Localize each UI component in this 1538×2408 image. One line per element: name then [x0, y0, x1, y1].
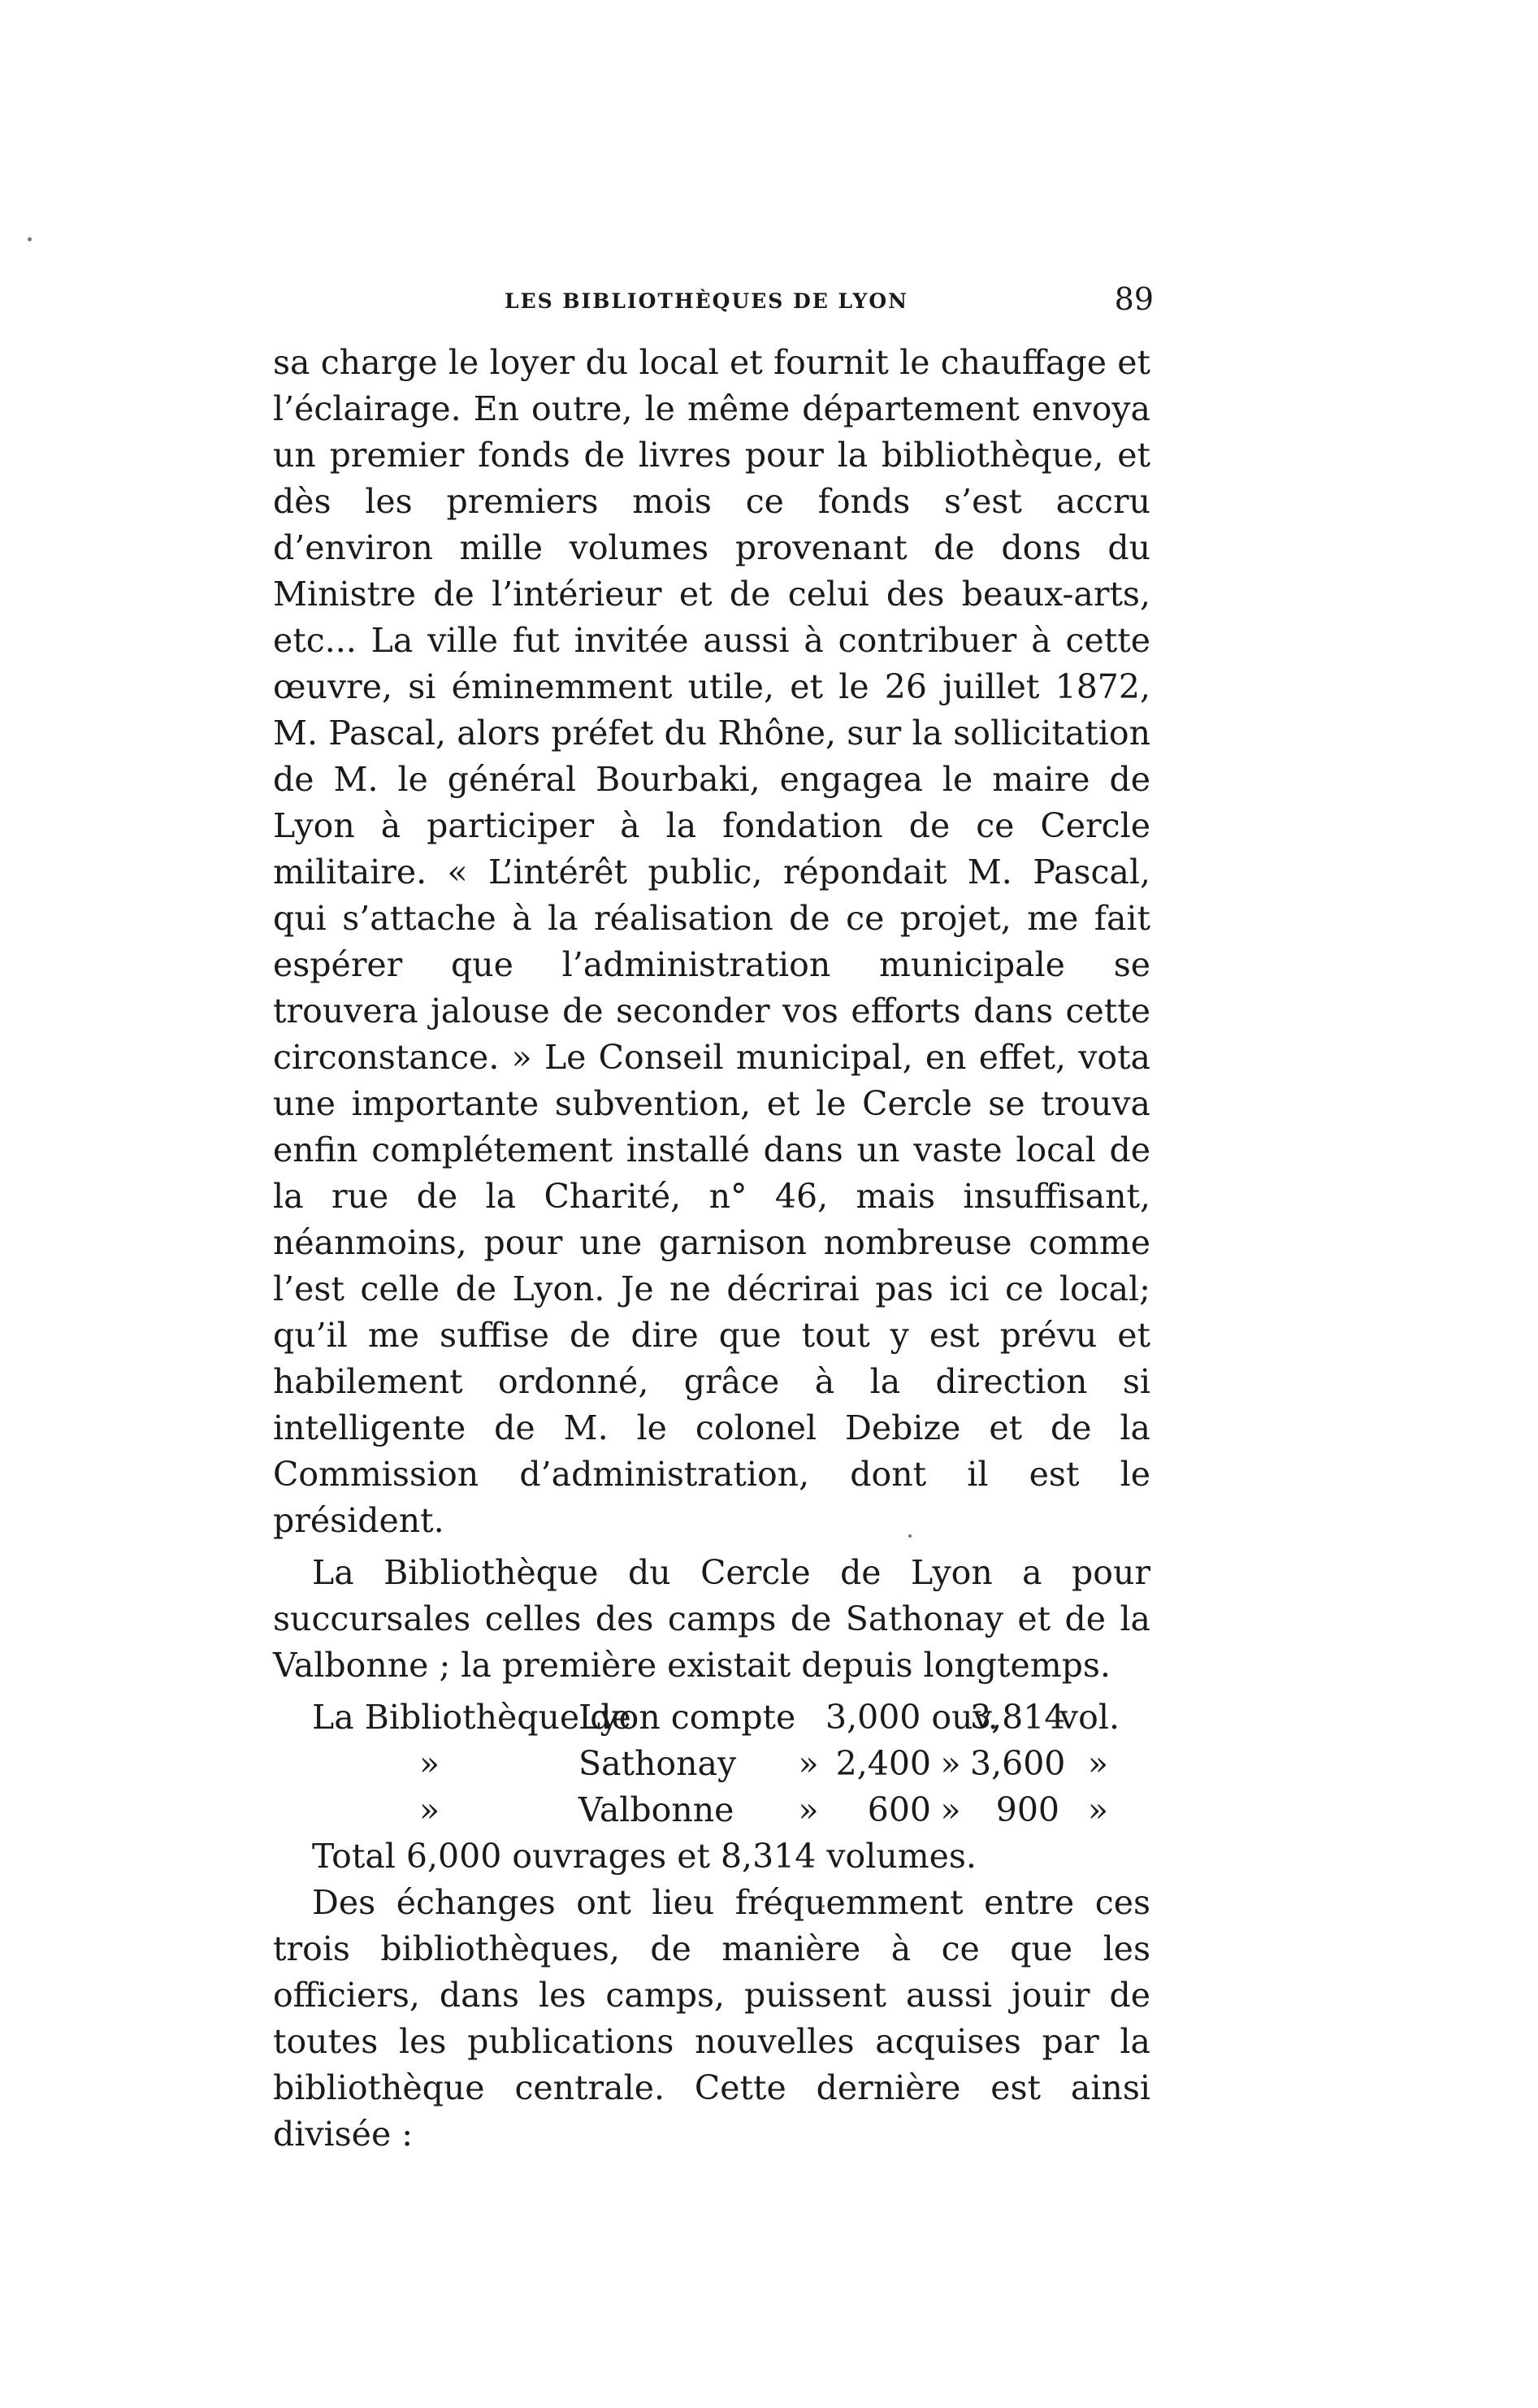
stats-ditto: »: [940, 1790, 961, 1829]
paragraph-exchanges: Des échanges ont lieu fréquemment entre ces trois bibliothèques, de manière à ce que les officiers, dans les camps, puissent aussi jouir de toutes les publications nouvelles acquises par la bibliothèque centrale. Cette dernière est ainsi divisée :: [273, 1883, 1150, 2154]
scan-speck: [28, 237, 32, 241]
stats-label: »: [419, 1790, 440, 1829]
stats-volumes: 900: [995, 1790, 1059, 1829]
stats-works: 2,400: [835, 1744, 931, 1783]
page-number: 89: [1114, 281, 1154, 317]
stats-place: Lyon compte: [578, 1698, 796, 1737]
stats-total: Total 6,000 ouvrages et 8,314 volumes.: [312, 1837, 977, 1876]
stats-ditto: »: [940, 1744, 961, 1783]
stats-unit: »: [1087, 1744, 1108, 1783]
running-title: LES BIBLIOTHÈQUES DE LYON: [505, 289, 908, 313]
stats-volumes: 3,600: [970, 1744, 1066, 1783]
stats-unit: »: [1087, 1790, 1108, 1829]
stats-works: 3,000 ouv.: [825, 1698, 999, 1737]
stats-row-lyon: [273, 1694, 1150, 1741]
paragraph-continued: sa charge le loyer du local et fournit le chauffage et l’éclairage. En outre, le même département envoya un premier fonds de livres pour la bibliothèque, et dès les premiers mois ce fonds s’est accru d’environ mille volumes provenant de dons du Ministre de l’intérieur et de celui des beaux-arts, etc... La ville fut invitée aussi à contribuer à cette œuvre, si éminemment utile, et le 26 juillet 1872, M. Pascal, alors préfet du Rhône, sur la sollicitation de M. le général Bourbaki, engagea le maire de Lyon à participer à la fondation de ce Cercle militaire. « L’intérêt public, répondait M. Pascal, qui s’attache à la réalisation de ce projet, me fait espérer que l’administration municipale se trouvera jalouse de seconder vos efforts dans cette circonstance. » Le Conseil municipal, en effet, vota une importante subvention, et le Cercle se trouva enfin complétement installé dans un vaste local de la rue de la Charité, n° 46, mais insuffisant, néanmoins, pour une garnison nombreuse comme l’est celle de Lyon. Je ne décrirai pas ici ce local; qu’il me suffise de dire que tout y est prévu et habilement ordonné, grâce à la direction si intelligente de M. le colonel Debize et de la Commission d’administration, dont il est le président.: [273, 343, 1150, 1540]
stats-works: 600: [867, 1790, 931, 1829]
stats-place: Sathonay: [578, 1744, 737, 1783]
page-header: [273, 275, 1154, 323]
page-body: [273, 340, 1150, 2158]
stats-place: Valbonne: [578, 1790, 734, 1829]
stats-row-valbonne: [273, 1787, 1150, 1833]
stats-row-sathonay: [273, 1741, 1150, 1787]
stats-unit: vol.: [1059, 1698, 1120, 1737]
stats-label: La Bibliothèque de: [312, 1698, 631, 1737]
paragraph-succursales: La Bibliothèque du Cercle de Lyon a pour succursales celles des camps de Sathonay et de la Valbonne ; la première existait depuis longtemps.: [273, 1553, 1150, 1685]
stats-volumes: 3,814: [970, 1698, 1066, 1737]
stats-ditto: »: [798, 1744, 819, 1783]
library-stats-table: [273, 1694, 1150, 1833]
stats-label: »: [419, 1744, 440, 1783]
stats-ditto: »: [798, 1790, 819, 1829]
